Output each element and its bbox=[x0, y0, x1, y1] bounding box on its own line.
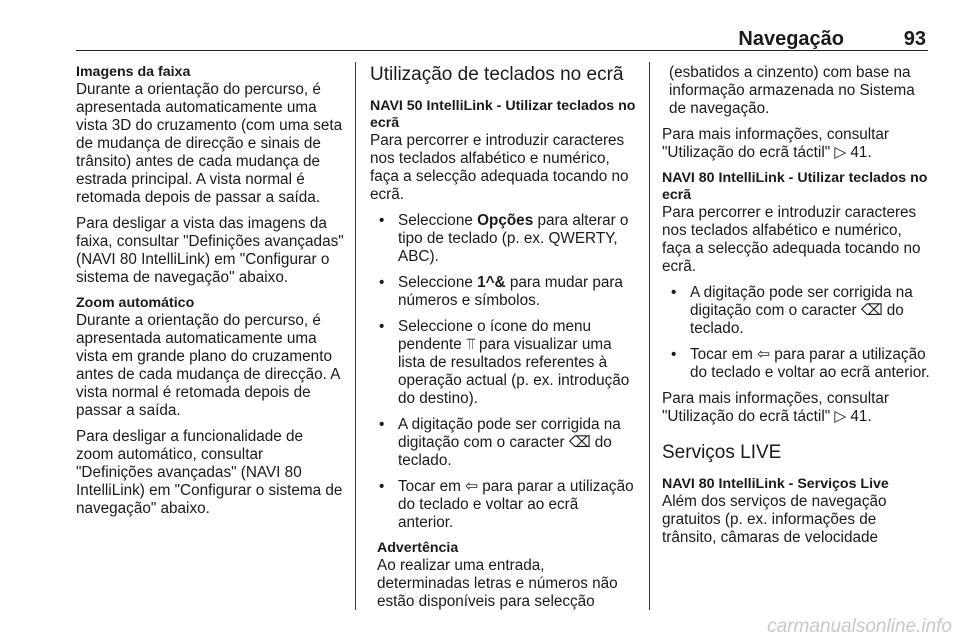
paragraph: Para desligar a vista das imagens da faixa, consultar "Definições avançadas" (NAVI 80 IntelliLink) em "Configurar o sistema de navegação" abaixo. bbox=[76, 215, 344, 286]
backspace-icon: ⌫ bbox=[860, 302, 883, 319]
list-item: • Tocar em ⇦ para parar a utilização do teclado e voltar ao ecrã anterior. bbox=[370, 478, 636, 532]
list-item: • Seleccione 1^& para mudar para números e símbolos. bbox=[370, 274, 636, 310]
cross-reference: Para mais informações, consultar "Utilização do ecrã táctil" ▷ 41. bbox=[662, 126, 889, 161]
back-arrow-icon: ⇦ bbox=[757, 346, 770, 363]
page-title: Navegação bbox=[738, 28, 844, 50]
page-number: 93 bbox=[903, 28, 926, 50]
subsection-heading: NAVI 50 IntelliLink - Utilizar teclados no ecrã bbox=[370, 98, 636, 131]
paragraph: Para percorrer e introduzir caracteres nos teclados alfabético e numérico, faça a selecção adequada tocando no ecrã. bbox=[370, 132, 629, 203]
column-3 bbox=[662, 64, 930, 547]
watermark: carmanualsonline.info bbox=[767, 616, 952, 637]
dropdown-menu-icon: ⫪ bbox=[466, 336, 475, 353]
note-text: Ao realizar uma entrada, determinadas letras e números não estão disponíveis para selecção bbox=[377, 557, 618, 610]
paragraph: Para percorrer e introduzir caracteres nos teclados alfabético e numérico, faça a selecção adequada tocando no ecrã. bbox=[662, 204, 921, 275]
option-label: Opções bbox=[477, 212, 534, 229]
list-item: • A digitação pode ser corrigida na digitação com o caracter ⌫ do teclado. bbox=[662, 284, 930, 338]
paragraph: Além dos serviços de navegação gratuitos (p. ex. informações de trânsito, câmaras de velocidade bbox=[662, 493, 887, 546]
page-ref-icon: ▷ bbox=[834, 408, 847, 425]
bullet-list bbox=[370, 212, 636, 532]
list-item: • Tocar em ⇦ para parar a utilização do teclado e voltar ao ecrã anterior. bbox=[662, 346, 930, 382]
section-heading: Imagens da faixa bbox=[76, 64, 191, 80]
section-title: Utilização de teclados no ecrã bbox=[370, 64, 624, 85]
column-1 bbox=[76, 64, 344, 526]
symbols-key-label: 1^& bbox=[477, 274, 506, 291]
backspace-icon: ⌫ bbox=[568, 434, 591, 451]
column-divider bbox=[649, 62, 650, 610]
page-header bbox=[76, 28, 928, 51]
column-divider bbox=[355, 62, 356, 610]
note-block bbox=[370, 540, 636, 611]
paragraph: (esbatidos a cinzento) com base na informação armazenada no Sistema de navegação. bbox=[669, 64, 915, 117]
note-heading: Advertência bbox=[377, 540, 459, 556]
cross-reference: Para mais informações, consultar "Utilização do ecrã táctil" ▷ 41. bbox=[662, 390, 889, 425]
list-item: • Seleccione Opções para alterar o tipo de teclado (p. ex. QWERTY, ABC). bbox=[370, 212, 636, 266]
section-title: Serviços LIVE bbox=[662, 442, 782, 463]
column-2 bbox=[370, 64, 636, 611]
section-heading: Zoom automático bbox=[76, 295, 195, 311]
paragraph: Durante a orientação do percurso, é apresentada automaticamente uma vista em grande plano do cruzamento antes de cada mudança de direcção. A vista normal é retomada depois de passar a saída. bbox=[76, 312, 340, 419]
list-item: • A digitação pode ser corrigida na digitação com o caracter ⌫ do teclado. bbox=[370, 416, 636, 470]
bullet-list bbox=[662, 284, 930, 382]
list-item: • Seleccione o ícone do menu pendente ⫪ para visualizar uma lista de resultados referentes à operação actual (p. ex. introdução do destino). bbox=[370, 318, 636, 408]
subsection-heading: NAVI 80 IntelliLink - Serviços Live bbox=[662, 476, 889, 492]
paragraph: Durante a orientação do percurso, é apresentada automaticamente uma vista 3D do cruzamento (com uma seta de mudança de direcção e sinais de trânsito) antes de cada mudança de estrada principal. A vista normal é retomada depois de passar a saída. bbox=[76, 81, 343, 206]
back-arrow-icon: ⇦ bbox=[465, 478, 478, 495]
page-ref-icon: ▷ bbox=[834, 144, 847, 161]
subsection-heading: NAVI 80 IntelliLink - Utilizar teclados no ecrã bbox=[662, 170, 928, 203]
paragraph: Para desligar a funcionalidade de zoom automático, consultar "Definições avançadas" (NAVI 80 IntelliLink) em "Configurar o sistema de navegação" abaixo. bbox=[76, 428, 343, 517]
